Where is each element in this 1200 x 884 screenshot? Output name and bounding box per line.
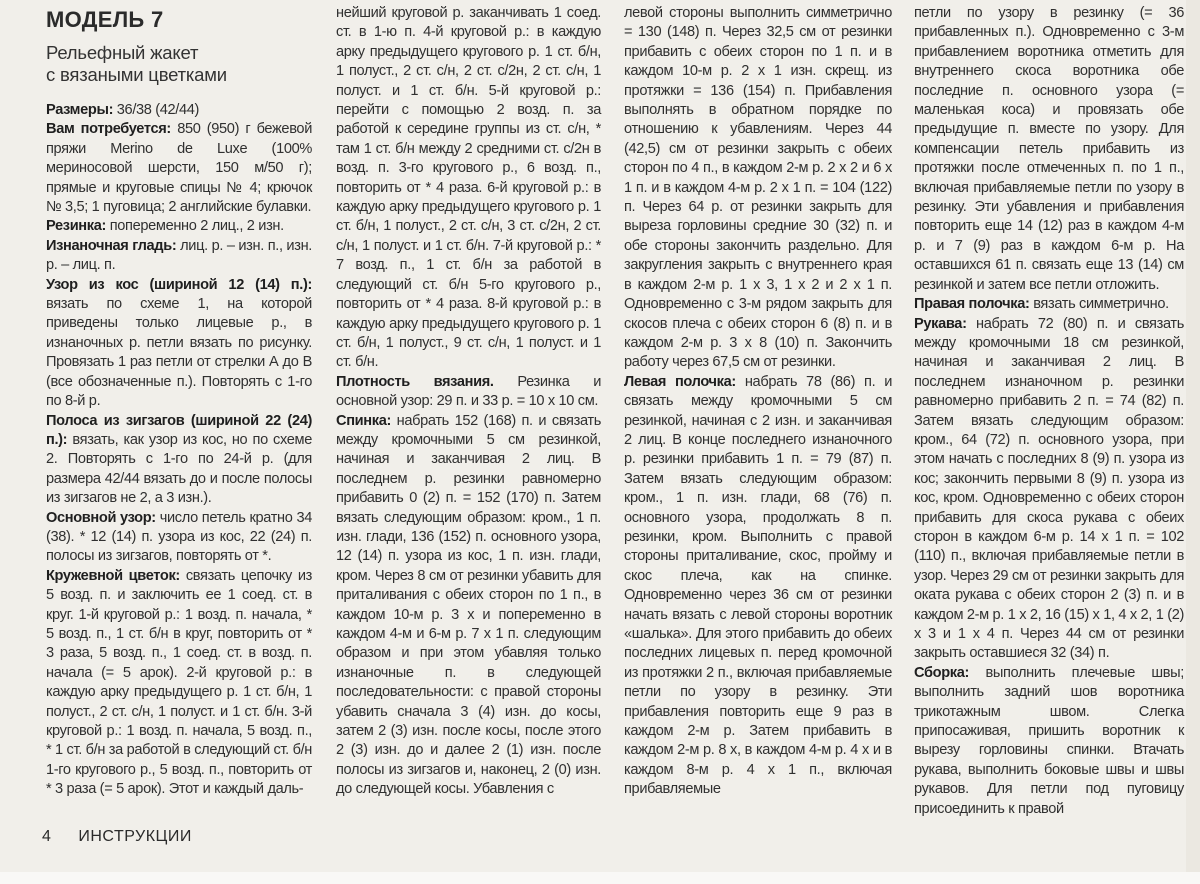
paragraph-heading: Изнаночная гладь:: [46, 237, 177, 254]
paragraph-text: Резинка и основной узор: 29 п. и 33 р. = 10 х 10 см.: [336, 373, 601, 410]
paragraph-text: вязать симметрично.: [1029, 296, 1169, 313]
paragraph-text: левой стороны выполнить симметрично = 130 (148) п. Через 32,5 см от резинки прибавить с обеих сторон по 1 п. и в каждом 10-м р. 2 х 1 изн. скрещ. из протяжки = 136 (154) п. Прибавления выполнять в обратном порядке по отношению к убавлениям. Через 44 (42,5) см от резинки закрыть с обеих сторон по 4 п., в каждом 2-м р. 2 х 2 и 6 х 1 п. и в каждом 4-м р. 2 х 1 п. = 104 (122) п. Через 64 р. от резинки закрыть для выреза горловины средние 30 (32) п. и обе стороны закончить раздельно. Для закругления закрыть с внутреннего края в каждом 2-м р. 1 х 3, 1 х 2 и 2 х 1 п. Одновременно с 3-м рядом закрыть для скосов плеча с обеих сторон 6 (8) п. и в каждом 2-м р. 3 х 8 (10) п. Закончить работу через 67,5 см от резинки.: [624, 5, 892, 371]
paragraph-text: попеременно 2 лиц., 2 изн.: [106, 218, 284, 235]
subtitle-line-1: Рельефный жакет: [46, 42, 199, 63]
paragraph: [336, 373, 601, 412]
paragraph-heading: Плотность вязания.: [336, 373, 494, 390]
paragraph-text: вязать по схеме 1, на которой приведены только лицевые р., в изнаночных р. петли вязать по рисунку. Провязать 1 раз петли от стрелки А до В (все обозначенные п.). Повторять с 1-го по 8-й р.: [46, 296, 312, 410]
paragraph-text: вязать, как узор из кос, но по схеме 2. Повторять с 1-го по 24-й р. (для размера 42/44 вязать до и после полосы из зигзагов не 2, а 3 изн.).: [46, 431, 312, 507]
paragraph-text: набрать 78 (86) п. и связать между кромочными 5 см резинкой, начиная с 2 изн. и заканчивая 2 лиц. В конце последнего изнаночного р. резинки прибавить 1 п. = 79 (87) п. Затем вязать следующим образом: кром., 1 п. изн. глади, 68 (76) п. основного узора, продолжать 8 п. резинки, кром. Выполнить с правой стороны приталивание, скос, пройму и скос плеча, как на спинке. Одновременно через 36 см от резинки начать вязать с левой стороны воротник «шалька». Для этого прибавить до обеих последних лицевых п. перед кромочной из протяжки 2 п., включая прибавляемые петли по узору в резинку. Эти прибавления повторить еще 9 раз в каждом 2-м р. Затем прибавить в каждом 2-м р. 8 х, в каждом 4-м р. 4 х и в каждом 8-м р. 4 х 1 п., включая прибавляемые: [624, 373, 893, 798]
paragraph-text: 36/38 (42/44): [113, 102, 200, 118]
column-3: [624, 4, 892, 800]
paragraph: [914, 315, 1184, 664]
paragraph: [914, 664, 1184, 819]
paragraph-heading: Вам потребуется:: [46, 121, 171, 138]
column-1: [46, 4, 312, 800]
paragraph-text: набрать 72 (80) п. и связать между кромочными 18 см резинкой, начиная и заканчивая 2 лиц. В последнем изнаночном р. резинки равномерно прибавить 2 п. = 74 (82) п. Затем вязать следующим образом: кром., 64 (72) п. основного узора, при этом начать с последних 8 (9) п. узора из кос; закончить первыми 8 (9) п. узора из кос, кром. Одновременно с обеих сторон прибавить для скоса рукава с обеих сторон в каждом 6-м р. 14 х 1 п. = 102 (110) п., включая прибавляемые петли в узор. Через 29 см от резинки закрыть для оката рукава с обеих сторон 2 (3) п. и в каждом 2-м р. 1 х 2, 16 (15) х 1, 4 х 2, 1 (2) х 3 и 1 х 4 п. Через 44 см от резинки закрыть оставшиеся 32 (34) п.: [914, 315, 1184, 662]
paragraph-text: набрать 152 (168) п. и связать между кромочными 5 см резинкой, начиная и заканчивая 2 лиц. В последнем р. резинки равномерно прибавить 0 (2) п. = 152 (170) п. Затем вязать следующим образом: кром., 1 п. изн. глади, 136 (152) п. основного узора, 12 (14) п. узора из кос, 1 п. изн. глади, кром. Через 8 см от резинки убавить для приталивания с обеих сторон по 1 п., в каждом 10-м р. 3 х и попеременно в каждом 4-м и 6-м р. 7 х 1 п. следующим образом и при этом убавляя только изнаночные п. в следующей последовательности: с правой стороны убавить сначала 3 (4) изн. до косы, затем 2 (3) изн. после косы, после этого 2 (3) изн. до и далее 2 (1) изн. после полосы из зигзагов и, наконец, 2 (0) изн. до следующей косы. Убавления с: [336, 412, 601, 798]
paragraph-text: число петель кратно 34 (38). * 12 (14) п. узора из кос, 22 (24) п. полосы из зигзагов, повторять от *.: [46, 509, 312, 565]
paragraph-text: лиц. р. – изн. п., изн. р. – лиц. п.: [46, 237, 312, 274]
paragraph: [46, 567, 312, 800]
paragraph-heading: Правая полочка:: [914, 296, 1030, 313]
paragraph-heading: Сборка:: [914, 664, 970, 681]
paragraph: [46, 217, 312, 236]
page-edge-right: [1186, 0, 1200, 884]
paragraph: [624, 373, 892, 800]
paragraph: [914, 295, 1184, 314]
paragraph: [914, 4, 1184, 295]
paragraph-heading: Основной узор:: [46, 509, 156, 526]
paragraph-heading: Спинка:: [336, 412, 391, 429]
paragraph-heading: Резинка:: [46, 218, 107, 235]
paragraph: [46, 276, 312, 412]
section-name: ИНСТРУКЦИИ: [78, 828, 192, 845]
paragraph-heading: Размеры:: [46, 102, 114, 118]
paragraph: [336, 412, 601, 800]
paragraph: [624, 4, 892, 373]
paragraph-heading: Рукава:: [914, 315, 967, 332]
paragraph-heading: Кружевной цветок:: [46, 567, 180, 584]
subtitle-line-2: с вязаными цветками: [46, 64, 227, 85]
paragraph: [46, 237, 312, 276]
paragraph-text: выполнить плечевые швы; выполнить задний шов воротника трикотажным швом. Слегка припосаживая, пришить воротник к вырезу горловины спинки. Втачать рукава, выполнить боковые швы и швы рукавов. Для петли под пуговицу присоединить к правой: [914, 664, 1184, 817]
paragraph-heading: Левая полочка:: [624, 373, 736, 390]
page-number: 4: [42, 828, 52, 845]
paragraph: [46, 509, 312, 567]
paragraph-heading: Полоса из зигзагов (шириной 22 (24) п.):: [46, 412, 312, 448]
column-2: [336, 4, 601, 800]
paragraph-heading: Узор из кос (шириной 12 (14) п.):: [46, 276, 312, 293]
paragraph: [46, 412, 312, 509]
paragraph: [46, 120, 312, 217]
model-title: МОДЕЛЬ 7: [46, 7, 164, 32]
paragraph-text: нейший круговой р. заканчивать 1 соед. ст. в 1-ю п. 4-й круговой р.: в каждую арку предыдущего кругового р. 1 ст. б/н, 1 полуст., 2 ст. с/н, 2 ст. с/2н, 2 ст. с/н, 1 полуст. и 1 ст. б/н. 5-й круговой р.: перейти с помощью 2 возд. п. за работой к середине группы из ст. с/н, * там 1 ст. б/н между 2 средними ст. с/2н в возд. п. 3-го кругового р., 6 возд. п., повторить от * 4 раза. 6-й круговой р.: в каждую арку предыдущего кругового р. 1 ст. б/н, 1 полуст., 2 ст. с/н, 3 ст. с/2н, 2 ст. с/н, 1 полуст. и 1 ст. б/н. 7-й круговой р.: * 7 возд. п., 1 ст. б/н за работой в следующий ст. б/н 5-го кругового р., повторить от * 4 раза. 8-й круговой р.: в каждую арку предыдущего кругового р. 1 ст. б/н, 1 полуст., 9 ст. с/н, 1 полуст. и 1 ст. б/н.: [336, 5, 601, 371]
model-subtitle: [46, 42, 312, 86]
paragraph-text: 850 (950) г бежевой пряжи Merino de Luxe (100% мериносовой шерсти, 150 м/50 г); прямые и круговые спицы № 4; крючок № 3,5; 1 пуговица; 2 английские булавки.: [46, 121, 313, 216]
paragraph-text: связать цепочку из 5 возд. п. и заключить ее 1 соед. ст. в круг. 1-й круговой р.: 1 возд. п. начала, * 5 возд. п., 1 ст. б/н в круг, повторить от * 3 раза, 5 возд. п., 1 соед. ст. в возд. п. начала (= 5 арок). 2-й круговой р.: в каждую арку предыдущего р. 1 ст. б/н, 1 полуст., 2 ст. с/н, 1 полуст. и 1 ст. б/н. 3-й круговой р.: 1 возд. п. начала, 5 возд. п., * 1 ст. б/н за работой в следующий ст. б/н 1-го кругового р., 5 возд. п., повторить от * 3 раза (= 5 арок). Этот и каждый даль-: [46, 567, 312, 798]
paragraph: [46, 101, 312, 120]
column-1-text: [46, 101, 312, 800]
paragraph-text: петли по узору в резинку (= 36 прибавленных п.). Одновременно с 3-м прибавлением воротника отметить для внутреннего скоса воротника обе последние п. основного узора (= маленькая коса) и провязать обе предыдущие п. вместе по узору. Для компенсации петель прибавить из протяжки после отмеченных п. по 1 п., включая прибавляемые петли по узору в резинку. Эти убавления и прибавления повторить еще 14 (12) раз в каждом 4-м р. и 7 (9) раз в каждом 6-м р. На оставшихся 61 п. связать еще 13 (14) см резинкой и затем все петли отложить.: [914, 5, 1184, 293]
column-4: [914, 4, 1184, 819]
page-edge-bottom: [0, 872, 1200, 884]
paragraph: [336, 4, 601, 373]
page-footer: [42, 828, 192, 846]
